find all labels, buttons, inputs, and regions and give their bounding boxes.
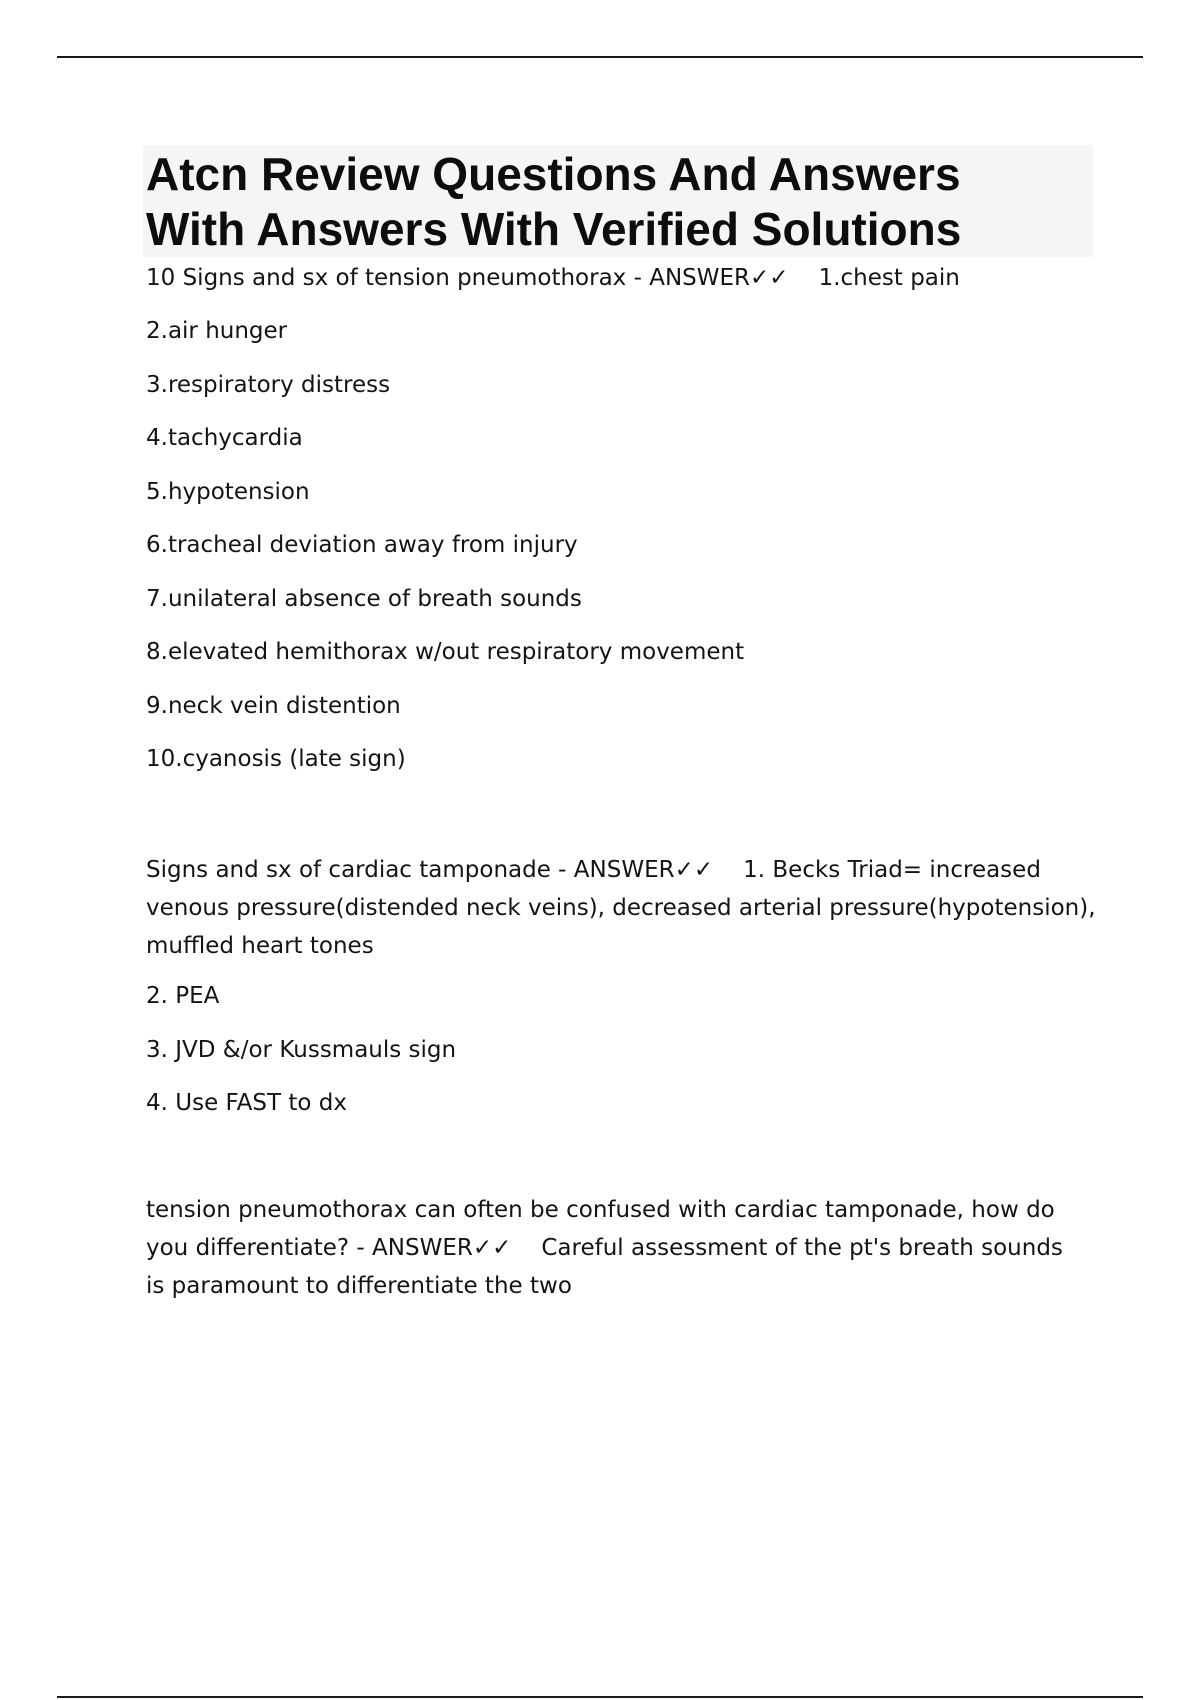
question-text: tension pneumothorax can often be confused with cardiac tamponade, how do you differentiate? - ANSWER✓✓ [146, 1197, 1055, 1261]
question-text: 10 Signs and sx of tension pneumothorax - ANSWER✓✓ [146, 265, 789, 291]
list-item: 4. Use FAST to dx [146, 1090, 347, 1116]
header-rule [57, 56, 1143, 58]
list-item: 2.air hunger [146, 318, 288, 344]
question-3 [146, 1191, 1086, 1305]
answer-text: Careful assessment of the pt's breath sounds is paramount to differentiate the two [146, 1235, 1063, 1299]
list-item: 2. PEA [146, 983, 220, 1009]
question-1 [146, 263, 1106, 293]
answer-text: 1.chest pain [818, 265, 960, 291]
list-item: 3.respiratory distress [146, 372, 391, 398]
list-item: 9.neck vein distention [146, 693, 401, 719]
list-item: 5.hypotension [146, 479, 310, 505]
footer-rule [57, 1696, 1143, 1698]
title-line-1: Atcn Review Questions And Answers [146, 148, 961, 200]
list-item: 7.unilateral absence of breath sounds [146, 586, 582, 612]
list-item: 10.cyanosis (late sign) [146, 746, 406, 772]
title-line-2: With Answers With Verified Solutions [146, 203, 962, 255]
answer-text: 1. Becks Triad= increased venous pressure(distended neck veins), decreased arterial pressure(hypotension), muffled heart tones [146, 857, 1096, 959]
question-text: Signs and sx of cardiac tamponade - ANSWER✓✓ [146, 857, 714, 883]
list-item: 6.tracheal deviation away from injury [146, 532, 578, 558]
list-item: 8.elevated hemithorax w/out respiratory movement [146, 639, 745, 665]
document-title [146, 147, 1086, 257]
list-item: 4.tachycardia [146, 425, 303, 451]
list-item: 3. JVD &/or Kussmauls sign [146, 1037, 457, 1063]
question-2 [146, 851, 1096, 965]
